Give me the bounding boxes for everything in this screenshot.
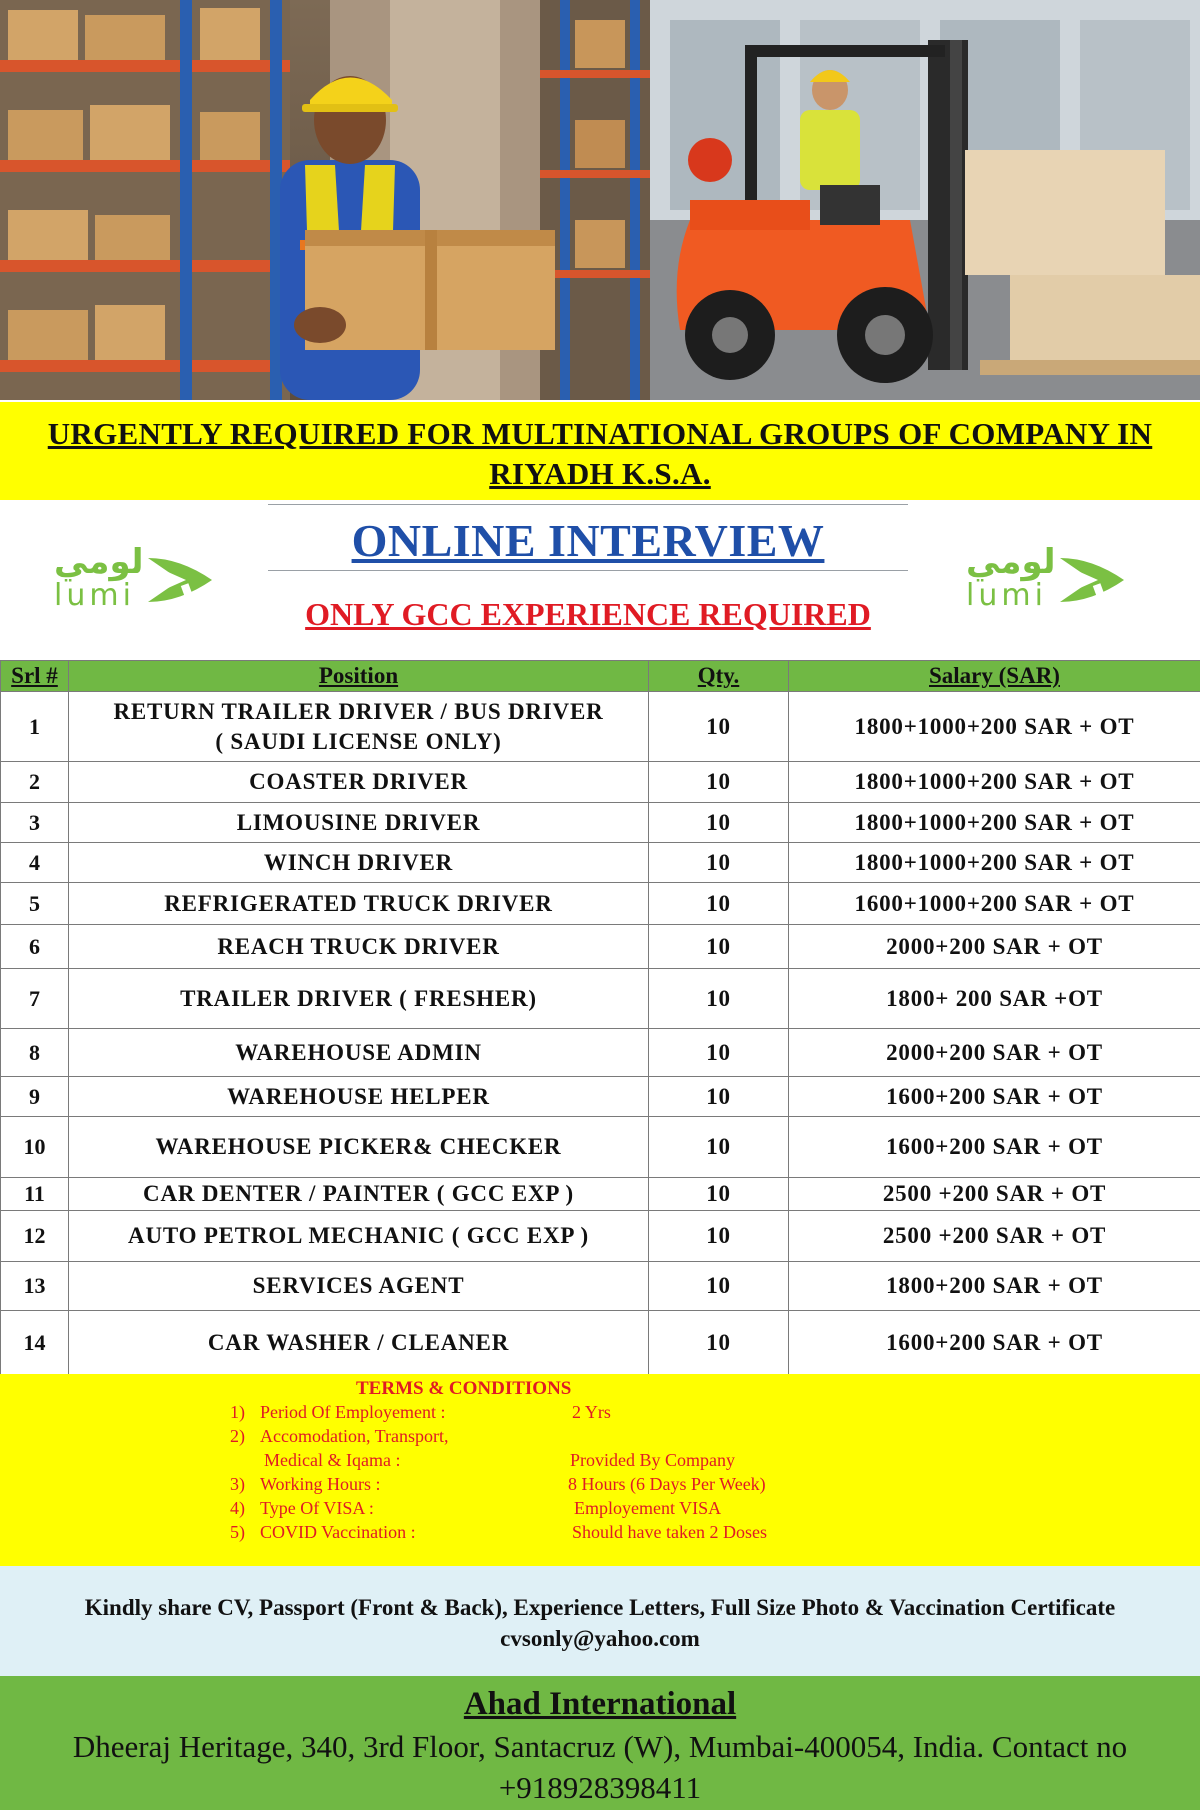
- table-row: [1, 692, 1200, 762]
- cell-srl: 6: [1, 925, 69, 969]
- cell-salary: 1800+ 200 SAR +OT: [789, 969, 1200, 1029]
- cell-position: COASTER DRIVER: [69, 762, 649, 803]
- cell-qty: 10: [649, 692, 789, 762]
- cell-position: WINCH DRIVER: [69, 843, 649, 883]
- photo-banner: [0, 0, 1200, 400]
- table-row: [1, 1178, 1200, 1211]
- table-row: [1, 1211, 1200, 1262]
- cell-srl: 13: [1, 1262, 69, 1311]
- cell-srl: 9: [1, 1077, 69, 1117]
- headline-line-1: URGENTLY REQUIRED FOR MULTINATIONAL GROUPS OF COMPANY IN: [47, 416, 1153, 451]
- cell-position: TRAILER DRIVER ( FRESHER): [69, 969, 649, 1029]
- table-row: [1, 1077, 1200, 1117]
- cell-qty: 10: [649, 1311, 789, 1375]
- cell-salary: 1600+200 SAR + OT: [789, 1077, 1200, 1117]
- company-address: [0, 1726, 1200, 1808]
- term-label: Accomodation, Transport,: [260, 1426, 449, 1446]
- cell-qty: 10: [649, 1262, 789, 1311]
- cell-salary: 2000+200 SAR + OT: [789, 925, 1200, 969]
- term-number: 3): [230, 1474, 245, 1494]
- online-interview-title: ONLINE INTERVIEW: [351, 515, 825, 566]
- cell-position: CAR WASHER / CLEANER: [69, 1311, 649, 1375]
- cell-position: WAREHOUSE ADMIN: [69, 1029, 649, 1077]
- header-salary: Salary (SAR): [789, 661, 1200, 692]
- headline-line-2: RIYADH K.S.A.: [489, 456, 711, 491]
- cell-salary: 2500 +200 SAR + OT: [789, 1211, 1200, 1262]
- cell-srl: 3: [1, 803, 69, 843]
- table-row: [1, 1117, 1200, 1178]
- position-line-1: RETURN TRAILER DRIVER / BUS DRIVER: [113, 698, 604, 724]
- cell-srl: 7: [1, 969, 69, 1029]
- table-row: [1, 762, 1200, 803]
- table-row: [1, 925, 1200, 969]
- table-row: [1, 1029, 1200, 1077]
- table-row: [1, 969, 1200, 1029]
- cell-position: LIMOUSINE DRIVER: [69, 803, 649, 843]
- table-row: [1, 883, 1200, 925]
- contact-email[interactable]: cvsonly@yahoo.com: [500, 1626, 700, 1651]
- cell-position: [69, 692, 649, 762]
- lumi-logo-right: [960, 542, 1140, 622]
- divider-middle: [268, 570, 908, 571]
- cell-position: CAR DENTER / PAINTER ( GCC EXP ): [69, 1178, 649, 1211]
- term-number: 1): [230, 1402, 245, 1422]
- company-name: Ahad International: [463, 1686, 737, 1722]
- cell-srl: 4: [1, 843, 69, 883]
- cell-srl: 8: [1, 1029, 69, 1077]
- positions-table: [0, 660, 1200, 1375]
- divider-top: [268, 504, 908, 505]
- term-value: 2 Yrs: [572, 1402, 611, 1422]
- term-label: Type Of VISA :: [260, 1498, 374, 1518]
- cell-salary: 1600+200 SAR + OT: [789, 1311, 1200, 1375]
- term-value: Provided By Company: [570, 1450, 735, 1470]
- term-value: Employement VISA: [574, 1498, 722, 1518]
- lumi-arrow-logo-icon: [1052, 550, 1132, 610]
- cell-salary: 1800+1000+200 SAR + OT: [789, 843, 1200, 883]
- cell-qty: 10: [649, 843, 789, 883]
- logo-arabic-text: لومي: [966, 542, 1056, 582]
- cell-srl: 11: [1, 1178, 69, 1211]
- cell-qty: 10: [649, 969, 789, 1029]
- cell-srl: 12: [1, 1211, 69, 1262]
- cell-salary: 1800+1000+200 SAR + OT: [789, 762, 1200, 803]
- terms-title: TERMS & CONDITIONS: [356, 1378, 572, 1399]
- term-number: 2): [230, 1426, 245, 1446]
- cell-position: REACH TRUCK DRIVER: [69, 925, 649, 969]
- cell-position: SERVICES AGENT: [69, 1262, 649, 1311]
- term-value: Should have taken 2 Doses: [572, 1522, 767, 1542]
- cell-srl: 10: [1, 1117, 69, 1178]
- lumi-arrow-logo-icon: [140, 550, 220, 610]
- cell-qty: 10: [649, 883, 789, 925]
- logo-arabic-text: لومي: [54, 542, 144, 582]
- term-label: COVID Vaccination :: [260, 1522, 416, 1542]
- company-footer: [0, 1676, 1200, 1810]
- cv-instruction: Kindly share CV, Passport (Front & Back), Experience Letters, Full Size Photo & Vaccination Certificate: [84, 1595, 1116, 1620]
- cell-position: REFRIGERATED TRUCK DRIVER: [69, 883, 649, 925]
- forklift-photo: [650, 0, 1200, 400]
- cell-qty: 10: [649, 762, 789, 803]
- table-row: [1, 843, 1200, 883]
- application-instructions: [0, 1566, 1200, 1676]
- interview-section: [0, 500, 1200, 660]
- logo-latin-text: lumi: [966, 578, 1047, 613]
- cell-qty: 10: [649, 1029, 789, 1077]
- cell-qty: 10: [649, 1077, 789, 1117]
- term-label: Period Of Employement :: [260, 1402, 446, 1422]
- cell-qty: 10: [649, 925, 789, 969]
- header-position: Position: [69, 661, 649, 692]
- cell-salary: 1800+1000+200 SAR + OT: [789, 803, 1200, 843]
- table-row: [1, 803, 1200, 843]
- lumi-logo-left: [48, 542, 228, 622]
- header-srl: Srl #: [1, 661, 69, 692]
- cell-salary: 2500 +200 SAR + OT: [789, 1178, 1200, 1211]
- cell-qty: 10: [649, 1178, 789, 1211]
- cell-salary: 1800+200 SAR + OT: [789, 1262, 1200, 1311]
- headline-banner: [0, 402, 1200, 500]
- contact-phone[interactable]: +918928398411: [498, 1770, 702, 1805]
- position-line-2: ( SAUDI LICENSE ONLY): [215, 728, 502, 754]
- term-number: 5): [230, 1522, 245, 1542]
- cell-qty: 10: [649, 1211, 789, 1262]
- table-row: [1, 1262, 1200, 1311]
- cell-position: AUTO PETROL MECHANIC ( GCC EXP ): [69, 1211, 649, 1262]
- cell-qty: 10: [649, 1117, 789, 1178]
- cell-salary: 1600+1000+200 SAR + OT: [789, 883, 1200, 925]
- table-row: [1, 1311, 1200, 1375]
- cell-srl: 1: [1, 692, 69, 762]
- terms-and-conditions: [0, 1374, 1200, 1566]
- table-header-row: [1, 661, 1200, 692]
- term-number: 4): [230, 1498, 245, 1518]
- cell-srl: 14: [1, 1311, 69, 1375]
- logo-latin-text: lumi: [54, 578, 135, 613]
- gcc-experience-note: ONLY GCC EXPERIENCE REQUIRED: [305, 596, 871, 632]
- cell-salary: 1800+1000+200 SAR + OT: [789, 692, 1200, 762]
- warehouse-worker-photo: [0, 0, 650, 400]
- cell-srl: 5: [1, 883, 69, 925]
- cell-qty: 10: [649, 803, 789, 843]
- term-label: Working Hours :: [260, 1474, 381, 1494]
- cell-srl: 2: [1, 762, 69, 803]
- header-qty: Qty.: [649, 661, 789, 692]
- cell-position: WAREHOUSE HELPER: [69, 1077, 649, 1117]
- term-label-continued: Medical & Iqama :: [264, 1450, 401, 1470]
- cell-salary: 1600+200 SAR + OT: [789, 1117, 1200, 1178]
- term-value: 8 Hours (6 Days Per Week): [568, 1474, 766, 1494]
- cell-position: WAREHOUSE PICKER& CHECKER: [69, 1117, 649, 1178]
- cell-salary: 2000+200 SAR + OT: [789, 1029, 1200, 1077]
- address-line-1: Dheeraj Heritage, 340, 3rd Floor, Santacruz (W), Mumbai-400054, India. Contact no: [72, 1729, 1128, 1764]
